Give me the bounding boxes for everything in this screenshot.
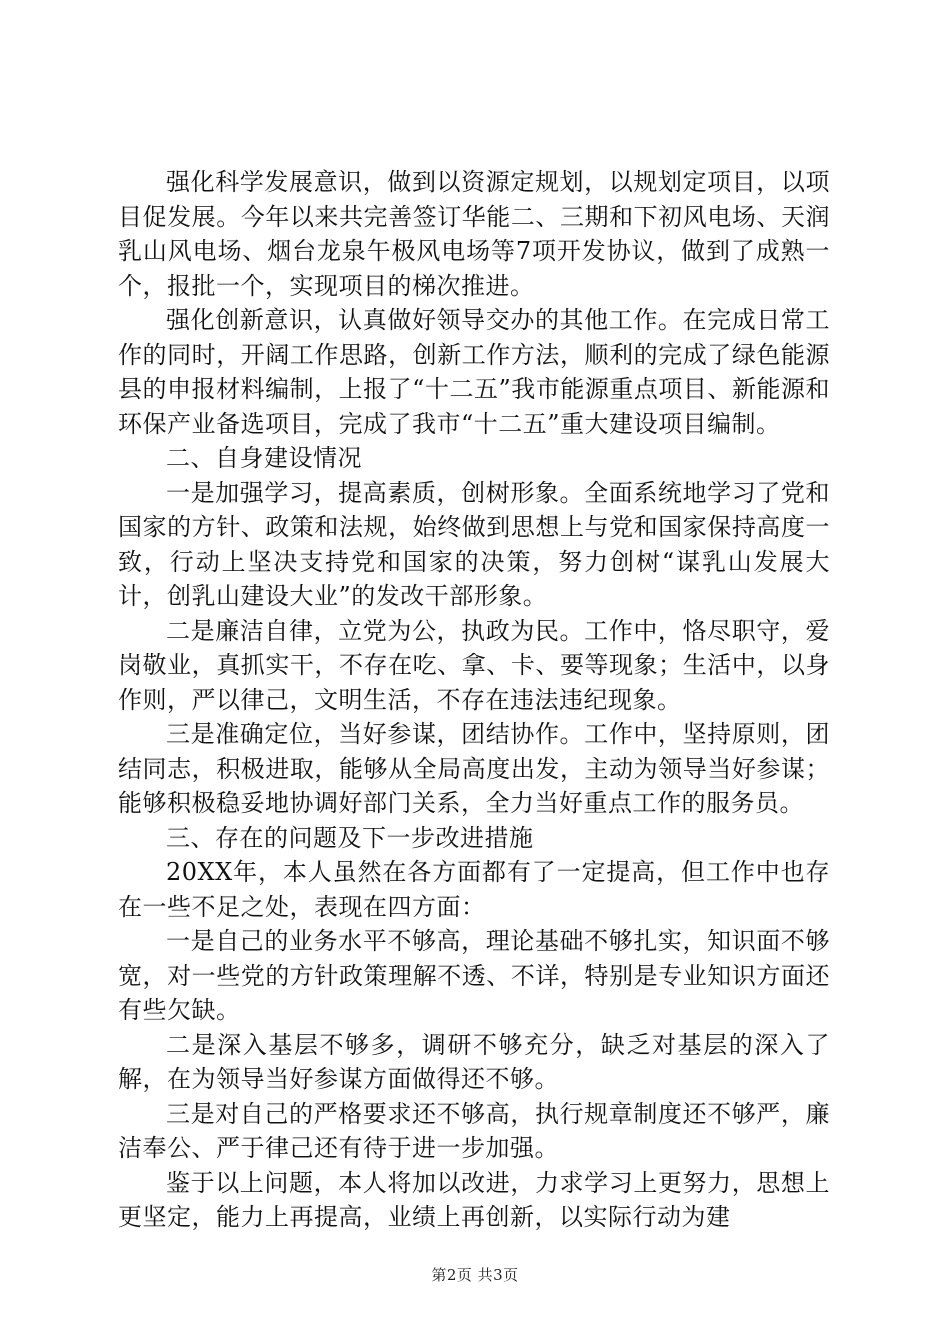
document-body: [118, 165, 830, 1235]
paragraph-energy-projects: 强化科学发展意识，做到以资源定规划，以规划定项目，以项目促发展。今年以来共完善签订华能二、三期和下初风电场、天润乳山风电场、烟台龙泉午极风电场等7项开发协议，做到了成熟一个，报批一个，实现项目的梯次推进。: [118, 168, 830, 300]
section-heading-problems: 三、存在的问题及下一步改进措施: [166, 823, 534, 852]
paragraph-innovation: 强化创新意识，认真做好领导交办的其他工作。在完成日常工作的同时，开阔工作思路，创新工作方法，顺利的完成了绿色能源县的申报材料编制，上报了“十二五”我市能源重点项目、新能源和环保产业备选项目，完成了我市“十二五”重大建设项目编制。: [118, 306, 830, 438]
paragraph-shortcoming-discipline: 三是对自己的严格要求还不够高，执行规章制度还不够严，廉洁奉公、严于律己还有待于进一步加强。: [118, 1099, 830, 1162]
paragraph-improvement: 鉴于以上问题，本人将加以改进，力求学习上更努力，思想上更坚定，能力上再提高，业绩上再创新，以实际行动为建: [118, 1168, 830, 1231]
paragraph-learning: 一是加强学习，提高素质，创树形象。全面系统地学习了党和国家的方针、政策和法规，始终做到思想上与党和国家保持高度一致，行动上坚决支持党和国家的决策，努力创树“谋乳山发展大计，创乳山建设大业”的发改干部形象。: [118, 478, 830, 610]
page-footer: 第2页 共3页: [431, 1266, 519, 1284]
paragraph-shortcoming-skills: 一是自己的业务水平不够高，理论基础不够扎实，知识面不够宽，对一些党的方针政策理解不透、不详，特别是专业知识方面还有些欠缺。: [118, 927, 830, 1024]
section-heading-self-building: 二、自身建设情况: [166, 444, 362, 472]
paragraph-positioning: 三是准确定位，当好参谋，团结协作。工作中，坚持原则，团结同志，积极进取，能够从全局高度出发，主动为领导当好参谋；能够积极稳妥地协调好部门关系，全力当好重点工作的服务员。: [118, 720, 830, 817]
paragraph-shortcomings-intro: 20XX年，本人虽然在各方面都有了一定提高，但工作中也存在一些不足之处，表现在四方面：: [118, 858, 830, 921]
paragraph-integrity: 二是廉洁自律，立党为公，执政为民。工作中，恪尽职守，爱岗敬业，真抓实干，不存在吃、拿、卡、要等现象；生活中，以身作则，严以律己，文明生活，不存在违法违纪现象。: [118, 616, 830, 714]
paragraph-shortcoming-grassroots: 二是深入基层不够多，调研不够充分，缺乏对基层的深入了解，在为领导当好参谋方面做得还不够。: [118, 1030, 830, 1093]
